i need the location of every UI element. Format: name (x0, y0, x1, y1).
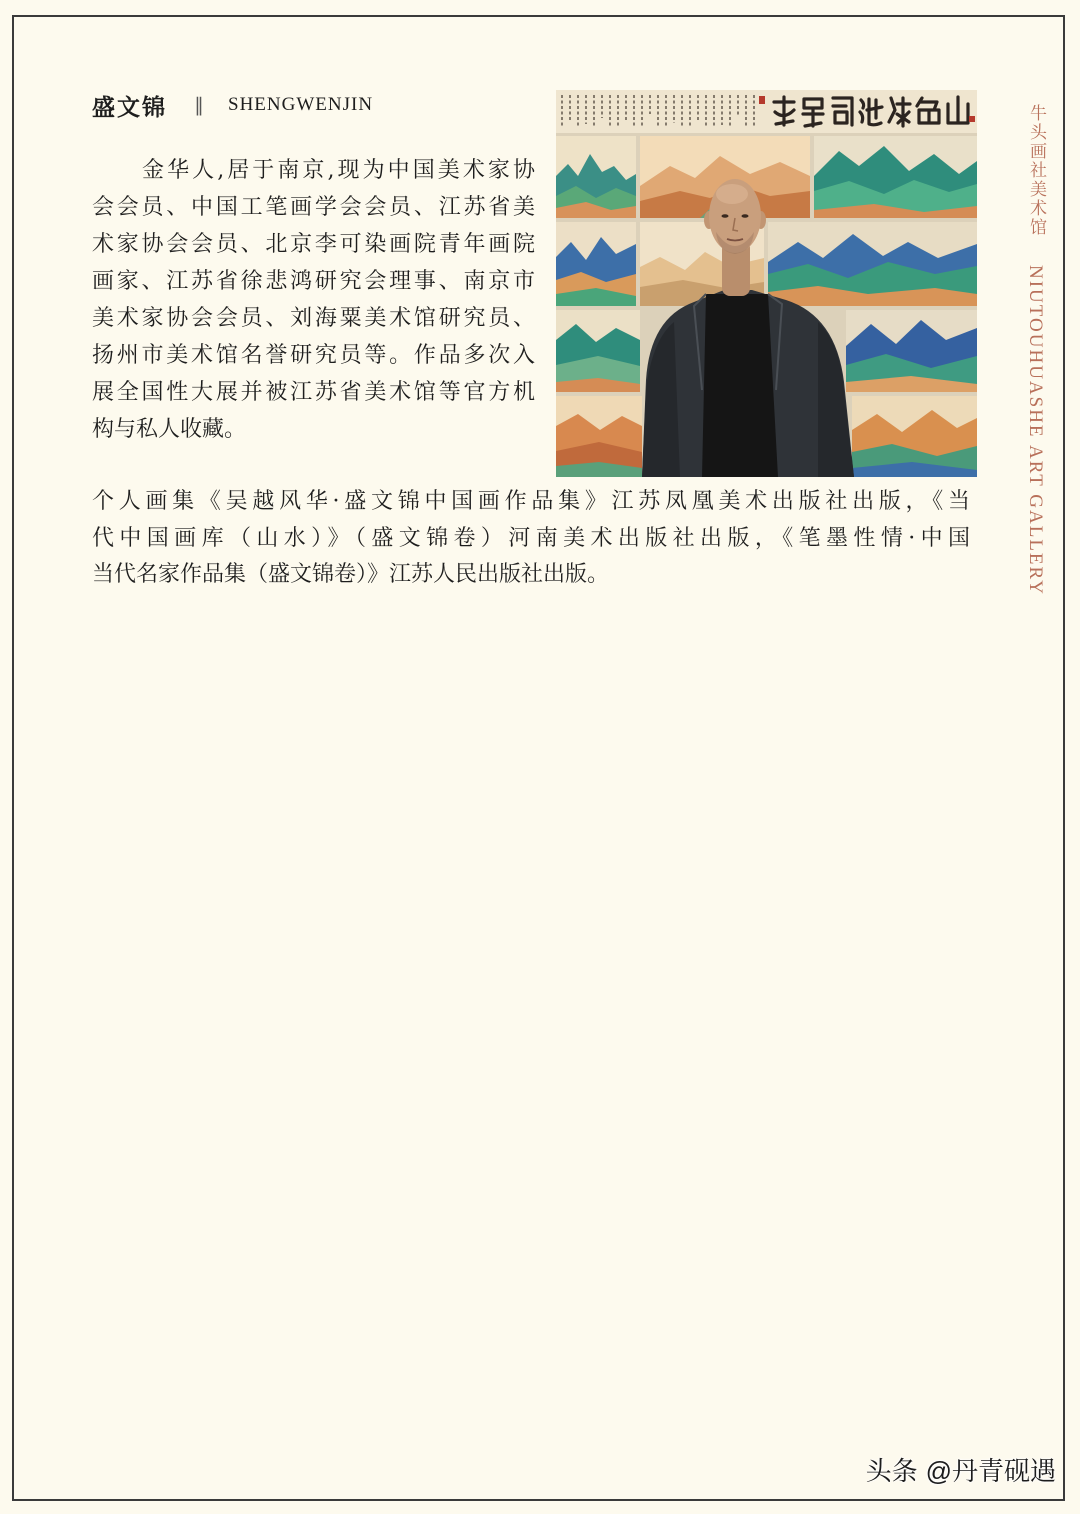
painting-panel (556, 222, 636, 306)
painting-panel (846, 310, 977, 392)
artist-name-en: SHENGWENJIN (228, 94, 374, 115)
banner-paper (556, 90, 977, 133)
bio-line: 金华人,居于南京,现为中国美术家协 (142, 158, 535, 183)
publications-line: 代中国画库（山水）》（盛文锦卷）河南美术出版社出版，《笔墨性情·中国 (92, 525, 970, 551)
calligraphy-banner (556, 90, 977, 133)
watermark-handle: @丹青砚遇 (925, 1456, 1056, 1486)
platform-watermark (866, 1453, 1056, 1489)
painting-panel (556, 396, 642, 477)
bio-line: 会会员、中国工笔画学会会员、江苏省美 (92, 195, 535, 220)
shirt (702, 294, 778, 477)
bio-line: 美术家协会会员、刘海粟美术馆研究员、 (92, 306, 535, 331)
red-seal (969, 116, 975, 122)
publications-line: 个人画集《吴越风华·盛文锦中国画作品集》江苏凤凰美术出版社出版，《当 (92, 489, 970, 514)
eye-left (722, 214, 729, 218)
bio-line: 扬州市美术馆名誉研究员等。作品多次入 (92, 343, 535, 368)
gallery-name-cn: 牛头画社美术馆 (1026, 104, 1046, 237)
bio-line: 画家、江苏省徐悲鸿研究会理事、南京市 (92, 269, 535, 294)
painting-panel (768, 222, 977, 306)
title-separator: ‖ (194, 94, 204, 116)
painting-panel (814, 136, 977, 218)
gallery-name-en: NIUTOUHUASHE (1025, 265, 1046, 439)
eye-right (742, 214, 749, 218)
publications-line: 当代名家作品集（盛文锦卷）》江苏人民出版社出版。 (92, 562, 610, 587)
artist-name-cn: 盛文锦 (92, 93, 167, 121)
watermark-platform: 头条 (865, 1456, 918, 1486)
bio-line: 展全国性大展并被江苏省美术馆等官方机 (92, 380, 535, 405)
painting-panel (556, 310, 640, 392)
gallery-subtitle-en: ART GALLERY (1025, 445, 1046, 596)
bio-line: 构与私人收藏。 (92, 417, 247, 442)
scalp-highlight (716, 184, 748, 204)
painting-panel (852, 396, 977, 477)
red-seal (759, 96, 765, 104)
page-header (92, 89, 373, 121)
artist-bio (92, 152, 535, 448)
painting-panel (556, 136, 636, 218)
bio-line: 术家协会会员、北京李可染画院青年画院 (92, 232, 535, 257)
publications (92, 484, 970, 594)
artist-photo (556, 90, 977, 477)
